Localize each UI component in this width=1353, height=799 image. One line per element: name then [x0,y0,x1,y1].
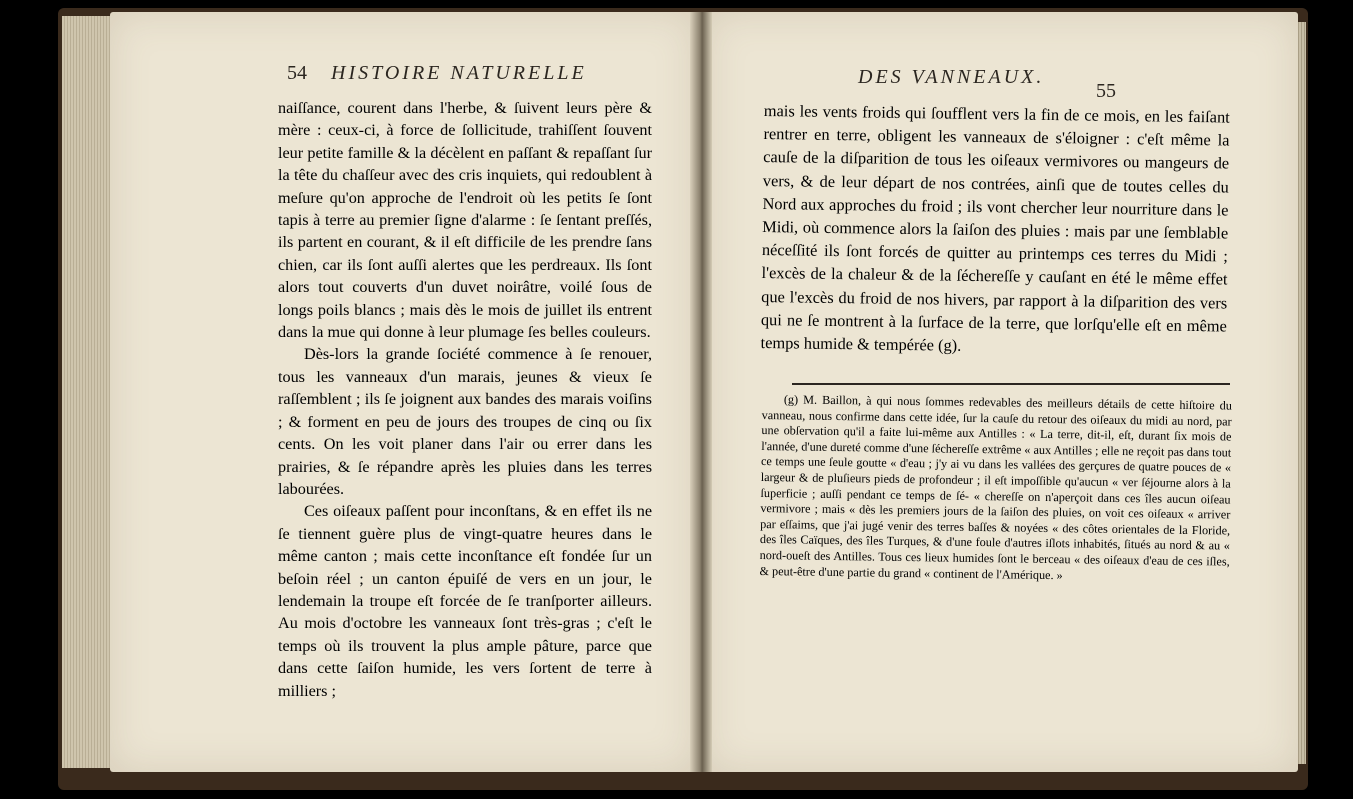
right-page-text [760,99,1230,361]
paragraph: naiſſance, courent dans l'herbe, & ſuivent leurs père & mère : ceux-ci, à force de ſollicitude, trahiſſent ſouvent leur petite famille & la décèlent en paſſant & repaſſant ſur la tête du chaſſeur avec des cris inquiets, qui redoublent à meſure qu'on approche de l'endroit où les petits ſe ſont tapis à terre au premier ſigne d'alarme : ſe ſentant preſſés, ils partent en courant, & il eſt difficile de les prendre ſans chien, car ils ſont auſſi alertes que les perdreaux. Ils ſont alors tout couverts d'un duvet noirâtre, voilé ſous de longs poils blancs ; mais dès le mois de juillet ils entrent dans la mue qui donne à leur plumage ſes belles couleurs. [278,99,652,342]
footnote-text: (g) M. Baillon, à qui nous ſommes redevables des meilleurs détails de cette hiſtoire du vanneau, nous confirme dans cette idée, ſur la cauſe du retour des oiſeaux du midi au nord, par une obſervation qu'il a faite lui-même aux Antilles : « La terre, dit-il, eſt, durant ſix mois de l'année, d'une dureté comme d'une ſéchereſſe extrême « aux Antilles ; elle ne reçoit pas dans tout ce temps une ſeule goutte « d'eau ; j'y ai vu dans les vallées des gerçures de quatre pouces de « largeur & de pluſieurs pieds de profondeur ; il eſt impoſſible qu'aucun « ver ſéjourne alors à la ſuperficie ; auſſi pendant ce temps de ſé- « chereſſe on n'aperçoit dans ces îles aucun oiſeau vermivore ; mais « dès les premiers jours de la ſaiſon des pluies, on voit ces oiſeaux « arriver par eſſaims, que j'ai jugé venir des terres baſſes & noyées « des côtes orientales de la Floride, des îles Caïques, des îles Turques, & d'une foule d'autres iſlots inhabités, ſitués au nord & au « nord-oueſt des Antilles. Tous ces lieux humides ſont le berceau « des oiſeaux d'eau de ces iſles, & peut-être d'une partie du grand « continent de l'Amérique. » [759,392,1232,582]
paragraph: Ces oiſeaux paſſent pour inconſtans, & en effet ils ne ſe tiennent guère plus de vingt-quatre heures dans le même canton ; mais cette inconſtance eſt fondée ſur un beſoin réel ; un canton épuiſé de vers en un jour, le lendemain la troupe eſt forcée de ſe tranſporter ailleurs. Au mois d'octobre les vanneaux ſont très-gras ; c'eſt le temps où ils trouvent la plus ample pâture, parce que dans cette ſaiſon humide, les vers ſortent de terre à milliers ; [278,502,652,700]
running-head-left: HISTOIRE NATURELLE [331,62,587,84]
left-page-text [278,97,652,702]
footnote [759,392,1232,586]
right-page-header [858,66,1044,89]
paragraph: mais les vents froids qui ſoufflent vers la fin de ce mois, en les faiſant rentrer en terre, obligent les vanneaux de s'éloigner : c'eſt même la cauſe de la diſparition de tous les oiſeaux vermivores ou mangeurs de vers, & de leur départ de nos contrées, ainſi que de toutes celles du Nord aux approches du froid ; ils vont chercher leur nourriture dans le Midi, où commence alors la ſaiſon des pluies : mais par une ſemblable néceſſité ils ſont forcés de quitter au printemps ces terres du Midi ; l'excès de la chaleur & de la ſéchereſſe y cauſant en été le même effet que l'excès du froid de nos hivers, par rapport à la diſparition des vers qui ne ſe montrent à la ſurface de la terre, que lorſqu'elle eſt en même temps humide & tempérée (g). [760,100,1230,355]
paragraph: Dès-lors la grande ſociété commence à ſe renouer, tous les vanneaux d'un marais, jeunes & vieux ſe raſſemblent ; ils ſe joignent aux bandes des marais voiſins ; & forment en peu de jours des troupes de cinq ou ſix cents. On les voit planer dans l'air ou errer dans les prairies, & ſe répandre après les pluies dans les terres labourées. [278,345,652,498]
page-number-left: 54 [287,62,307,84]
book-gutter [690,12,712,772]
right-page-number-wrap [1096,80,1116,103]
footnote-rule [792,383,1230,385]
running-head-right: DES VANNEAUX. [858,66,1045,88]
page-number-right: 55 [1096,80,1116,102]
left-page-header [287,62,587,85]
